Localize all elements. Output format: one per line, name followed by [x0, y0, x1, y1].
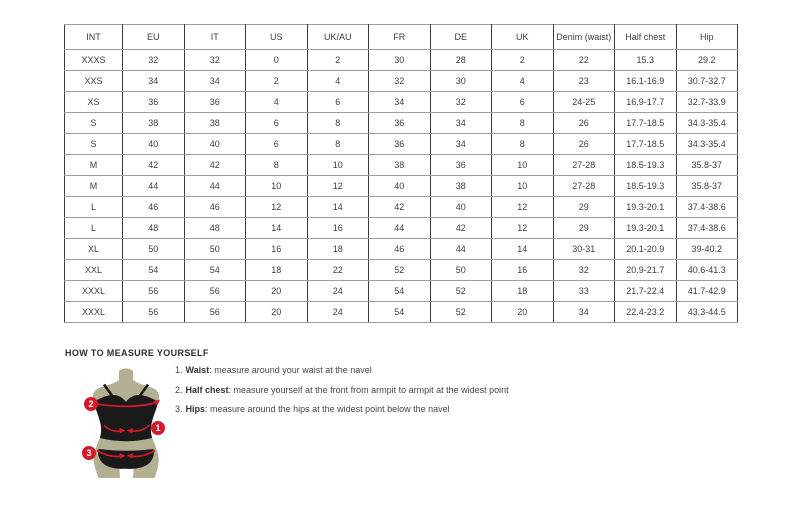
column-header: Half chest	[615, 25, 677, 50]
size-cell: 36	[184, 92, 246, 113]
mannequin-illustration-icon	[78, 368, 170, 480]
size-cell: 18	[492, 281, 554, 302]
size-row	[65, 176, 738, 197]
size-cell: 56	[184, 302, 246, 323]
step-text: : measure around the hips at the widest point below the navel	[205, 404, 450, 414]
size-cell: 34	[430, 113, 492, 134]
size-cell: 46	[369, 239, 431, 260]
size-cell: 44	[430, 239, 492, 260]
size-cell: 36	[369, 113, 431, 134]
size-cell: 52	[430, 302, 492, 323]
size-cell: 29.2	[676, 50, 738, 71]
size-cell: 40	[184, 134, 246, 155]
size-cell: 54	[184, 260, 246, 281]
size-cell: 16	[307, 218, 369, 239]
step-term: Waist	[185, 365, 210, 375]
size-cell: 56	[123, 281, 185, 302]
size-cell: 8	[246, 155, 308, 176]
size-cell: 54	[369, 302, 431, 323]
size-cell: 23	[553, 71, 615, 92]
step-number: 1.	[175, 365, 183, 375]
size-cell: 48	[123, 218, 185, 239]
size-cell: 20	[246, 281, 308, 302]
size-cell: 20	[492, 302, 554, 323]
marker-waist-badge	[151, 421, 165, 435]
size-cell: 16	[492, 260, 554, 281]
size-cell: 12	[307, 176, 369, 197]
measure-step-hips	[175, 400, 509, 420]
column-header: US	[246, 25, 308, 50]
size-cell: 14	[307, 197, 369, 218]
size-cell: 19.3-20.1	[615, 197, 677, 218]
size-cell: 6	[246, 113, 308, 134]
column-header: INT	[65, 25, 123, 50]
size-cell: 34.3-35.4	[676, 113, 738, 134]
size-cell: 24	[307, 281, 369, 302]
svg-text:3: 3	[86, 448, 92, 459]
size-cell: 38	[123, 113, 185, 134]
size-cell: 32	[430, 92, 492, 113]
size-cell: XXXS	[65, 50, 123, 71]
size-cell: 50	[184, 239, 246, 260]
size-row	[65, 302, 738, 323]
size-cell: 32.7-33.9	[676, 92, 738, 113]
size-cell: 4	[246, 92, 308, 113]
size-cell: 37.4-38.6	[676, 197, 738, 218]
size-cell: M	[65, 176, 123, 197]
size-cell: 28	[430, 50, 492, 71]
measure-step-waist	[175, 361, 509, 381]
size-cell: 48	[184, 218, 246, 239]
size-cell: 29	[553, 218, 615, 239]
size-cell: 42	[369, 197, 431, 218]
size-cell: XXXL	[65, 281, 123, 302]
measure-steps-list	[175, 361, 509, 420]
size-cell: 12	[492, 218, 554, 239]
size-cell: 50	[123, 239, 185, 260]
size-cell: 41.7-42.9	[676, 281, 738, 302]
size-cell: 30-31	[553, 239, 615, 260]
size-cell: S	[65, 113, 123, 134]
size-cell: 10	[492, 176, 554, 197]
size-row	[65, 113, 738, 134]
size-cell: XS	[65, 92, 123, 113]
size-cell: 54	[369, 281, 431, 302]
size-cell: 32	[123, 50, 185, 71]
size-row	[65, 50, 738, 71]
size-cell: 38	[430, 176, 492, 197]
size-row	[65, 260, 738, 281]
size-cell: 0	[246, 50, 308, 71]
size-cell: L	[65, 197, 123, 218]
size-cell: 34	[553, 302, 615, 323]
size-cell: 10	[307, 155, 369, 176]
size-cell: 34	[369, 92, 431, 113]
column-header: FR	[369, 25, 431, 50]
size-cell: 17.7-18.5	[615, 134, 677, 155]
size-cell: 35.8-37	[676, 155, 738, 176]
size-cell: 10	[246, 176, 308, 197]
size-cell: 12	[492, 197, 554, 218]
column-header: UK	[492, 25, 554, 50]
measure-step-half-chest	[175, 381, 509, 401]
size-cell: 32	[184, 50, 246, 71]
size-row	[65, 281, 738, 302]
size-cell: 14	[492, 239, 554, 260]
size-cell: 40	[369, 176, 431, 197]
size-cell: 20.9-21.7	[615, 260, 677, 281]
size-cell: 10	[492, 155, 554, 176]
size-cell: 30	[369, 50, 431, 71]
size-row	[65, 155, 738, 176]
size-cell: 44	[369, 218, 431, 239]
size-cell: XL	[65, 239, 123, 260]
size-cell: 32	[553, 260, 615, 281]
size-cell: 34.3-35.4	[676, 134, 738, 155]
size-cell: 8	[492, 134, 554, 155]
step-term: Half chest	[185, 384, 229, 395]
column-header: IT	[184, 25, 246, 50]
size-cell: 52	[369, 260, 431, 281]
size-cell: 36	[430, 155, 492, 176]
svg-text:2: 2	[88, 399, 94, 410]
size-cell: 34	[184, 71, 246, 92]
size-row	[65, 218, 738, 239]
size-cell: 8	[307, 134, 369, 155]
measurement-figure	[78, 368, 170, 480]
size-row	[65, 71, 738, 92]
size-cell: 34	[123, 71, 185, 92]
size-cell: 40	[123, 134, 185, 155]
size-cell: 12	[246, 197, 308, 218]
size-cell: 40.6-41.3	[676, 260, 738, 281]
size-cell: 4	[307, 71, 369, 92]
size-cell: 42	[184, 155, 246, 176]
step-text: : measure around your waist at the navel	[209, 365, 372, 375]
size-cell: 39-40.2	[676, 239, 738, 260]
size-cell: 18	[246, 260, 308, 281]
size-cell: 2	[307, 50, 369, 71]
measure-section-heading: HOW TO MEASURE YOURSELF	[65, 348, 209, 358]
size-cell: 46	[123, 197, 185, 218]
size-cell: 50	[430, 260, 492, 281]
size-cell: 18	[307, 239, 369, 260]
size-cell: 42	[430, 218, 492, 239]
size-cell: 16	[246, 239, 308, 260]
size-cell: 8	[307, 113, 369, 134]
column-header: EU	[123, 25, 185, 50]
size-cell: 35.8-37	[676, 176, 738, 197]
size-cell: L	[65, 218, 123, 239]
size-cell: 22	[307, 260, 369, 281]
size-cell: 17.7-18.5	[615, 113, 677, 134]
size-cell: 6	[307, 92, 369, 113]
size-cell: 37.4-38.6	[676, 218, 738, 239]
size-cell: 30.7-32.7	[676, 71, 738, 92]
size-cell: 20	[246, 302, 308, 323]
size-cell: M	[65, 155, 123, 176]
svg-text:1: 1	[155, 423, 161, 434]
size-cell: 27-28	[553, 176, 615, 197]
size-cell: 22.4-23.2	[615, 302, 677, 323]
size-cell: 29	[553, 197, 615, 218]
size-cell: 24-25	[553, 92, 615, 113]
size-cell: 36	[369, 134, 431, 155]
size-cell: 27-28	[553, 155, 615, 176]
step-number: 2.	[175, 384, 183, 395]
size-cell: 4	[492, 71, 554, 92]
size-cell: 26	[553, 113, 615, 134]
size-cell: XXS	[65, 71, 123, 92]
size-cell: 16.1-16.9	[615, 71, 677, 92]
size-cell: 38	[184, 113, 246, 134]
size-conversion-table	[64, 24, 738, 323]
size-cell: 42	[123, 155, 185, 176]
size-cell: XXXL	[65, 302, 123, 323]
column-header: Hip	[676, 25, 738, 50]
size-cell: 18.5-19.3	[615, 176, 677, 197]
size-cell: XXL	[65, 260, 123, 281]
size-cell: 43.3-44.5	[676, 302, 738, 323]
size-cell: 38	[369, 155, 431, 176]
size-cell: 30	[430, 71, 492, 92]
size-row	[65, 239, 738, 260]
size-cell: 8	[492, 113, 554, 134]
size-cell: 54	[123, 260, 185, 281]
size-cell: 20.1-20.9	[615, 239, 677, 260]
size-cell: 22	[553, 50, 615, 71]
step-number: 3.	[175, 404, 183, 414]
step-text: : measure yourself at the front from armpit to armpit at the widest point	[228, 384, 509, 395]
marker-half-chest-badge	[84, 397, 98, 411]
size-cell: 15.3	[615, 50, 677, 71]
column-header: UK/AU	[307, 25, 369, 50]
size-cell: 14	[246, 218, 308, 239]
size-cell: S	[65, 134, 123, 155]
size-cell: 21.7-22.4	[615, 281, 677, 302]
column-header: DE	[430, 25, 492, 50]
size-cell: 44	[123, 176, 185, 197]
marker-hips-badge	[82, 446, 96, 460]
size-cell: 33	[553, 281, 615, 302]
column-header: Denim (waist)	[553, 25, 615, 50]
size-cell: 2	[492, 50, 554, 71]
size-cell: 46	[184, 197, 246, 218]
size-cell: 32	[369, 71, 431, 92]
step-term: Hips	[185, 404, 206, 414]
size-cell: 16.9-17.7	[615, 92, 677, 113]
size-cell: 56	[123, 302, 185, 323]
size-cell: 24	[307, 302, 369, 323]
size-cell: 56	[184, 281, 246, 302]
size-cell: 44	[184, 176, 246, 197]
size-row	[65, 92, 738, 113]
size-row	[65, 134, 738, 155]
size-cell: 36	[123, 92, 185, 113]
size-cell: 18.5-19.3	[615, 155, 677, 176]
size-cell: 26	[553, 134, 615, 155]
size-cell: 52	[430, 281, 492, 302]
size-cell: 6	[246, 134, 308, 155]
size-cell: 34	[430, 134, 492, 155]
size-cell: 19.3-20.1	[615, 218, 677, 239]
table-header-row	[65, 25, 738, 50]
size-cell: 2	[246, 71, 308, 92]
size-row	[65, 197, 738, 218]
size-cell: 6	[492, 92, 554, 113]
size-cell: 40	[430, 197, 492, 218]
